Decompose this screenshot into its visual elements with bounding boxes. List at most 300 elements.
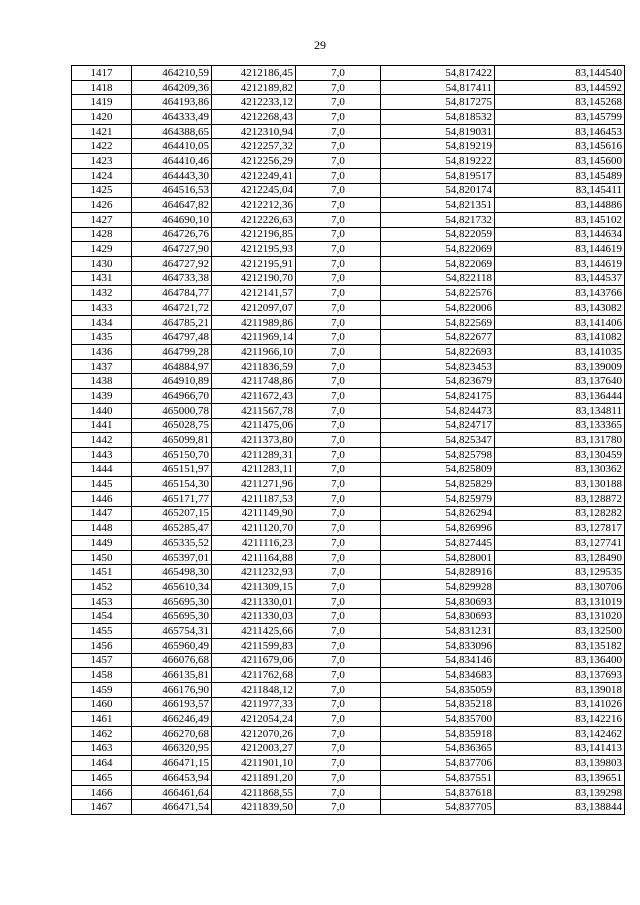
point-number-cell: 1425 — [72, 183, 132, 198]
x-coordinate-cell: 466471,15 — [132, 756, 212, 771]
table-row — [72, 286, 625, 301]
x-coordinate-cell: 464410,05 — [132, 139, 212, 154]
point-number-cell: 1439 — [72, 389, 132, 404]
accuracy-cell: 7,0 — [296, 359, 381, 374]
table-row — [72, 403, 625, 418]
longitude-cell: 83,146453 — [495, 124, 625, 139]
longitude-cell: 83,139018 — [495, 682, 625, 697]
accuracy-cell: 7,0 — [296, 124, 381, 139]
accuracy-cell: 7,0 — [296, 785, 381, 800]
longitude-cell: 83,130459 — [495, 447, 625, 462]
point-number-cell: 1437 — [72, 359, 132, 374]
latitude-cell: 54,835059 — [381, 682, 495, 697]
table-row — [72, 682, 625, 697]
x-coordinate-cell: 465207,15 — [132, 506, 212, 521]
y-coordinate-cell: 4212245,04 — [212, 183, 296, 198]
table-row — [72, 124, 625, 139]
x-coordinate-cell: 464443,30 — [132, 168, 212, 183]
page-number: 29 — [314, 38, 326, 52]
longitude-cell: 83,128490 — [495, 550, 625, 565]
point-number-cell: 1431 — [72, 271, 132, 286]
x-coordinate-cell: 465150,70 — [132, 447, 212, 462]
latitude-cell: 54,817411 — [381, 80, 495, 95]
x-coordinate-cell: 465171,77 — [132, 491, 212, 506]
accuracy-cell: 7,0 — [296, 271, 381, 286]
point-number-cell: 1426 — [72, 198, 132, 213]
table-row — [72, 624, 625, 639]
accuracy-cell: 7,0 — [296, 301, 381, 316]
longitude-cell: 83,131780 — [495, 433, 625, 448]
x-coordinate-cell: 465285,47 — [132, 521, 212, 536]
point-number-cell: 1434 — [72, 315, 132, 330]
coordinates-table-body — [72, 66, 625, 815]
table-row — [72, 80, 625, 95]
x-coordinate-cell: 464210,59 — [132, 66, 212, 81]
x-coordinate-cell: 466135,81 — [132, 668, 212, 683]
accuracy-cell: 7,0 — [296, 741, 381, 756]
latitude-cell: 54,822059 — [381, 227, 495, 242]
latitude-cell: 54,825829 — [381, 477, 495, 492]
accuracy-cell: 7,0 — [296, 506, 381, 521]
longitude-cell: 83,131020 — [495, 609, 625, 624]
table-row — [72, 609, 625, 624]
y-coordinate-cell: 4211164,88 — [212, 550, 296, 565]
latitude-cell: 54,834146 — [381, 653, 495, 668]
longitude-cell: 83,144537 — [495, 271, 625, 286]
point-number-cell: 1451 — [72, 565, 132, 580]
latitude-cell: 54,826996 — [381, 521, 495, 536]
coordinates-table — [71, 65, 625, 815]
accuracy-cell: 7,0 — [296, 389, 381, 404]
y-coordinate-cell: 4211966,10 — [212, 345, 296, 360]
point-number-cell: 1445 — [72, 477, 132, 492]
point-number-cell: 1467 — [72, 800, 132, 815]
y-coordinate-cell: 4211748,86 — [212, 374, 296, 389]
longitude-cell: 83,139803 — [495, 756, 625, 771]
y-coordinate-cell: 4212249,41 — [212, 168, 296, 183]
accuracy-cell: 7,0 — [296, 242, 381, 257]
table-row — [72, 536, 625, 551]
x-coordinate-cell: 464784,77 — [132, 286, 212, 301]
point-number-cell: 1417 — [72, 66, 132, 81]
y-coordinate-cell: 4211901,10 — [212, 756, 296, 771]
accuracy-cell: 7,0 — [296, 536, 381, 551]
accuracy-cell: 7,0 — [296, 227, 381, 242]
table-row — [72, 785, 625, 800]
accuracy-cell: 7,0 — [296, 345, 381, 360]
latitude-cell: 54,824175 — [381, 389, 495, 404]
longitude-cell: 83,127741 — [495, 536, 625, 551]
point-number-cell: 1430 — [72, 256, 132, 271]
accuracy-cell: 7,0 — [296, 565, 381, 580]
latitude-cell: 54,822569 — [381, 315, 495, 330]
point-number-cell: 1462 — [72, 726, 132, 741]
x-coordinate-cell: 464733,38 — [132, 271, 212, 286]
latitude-cell: 54,823453 — [381, 359, 495, 374]
point-number-cell: 1429 — [72, 242, 132, 257]
x-coordinate-cell: 465960,49 — [132, 638, 212, 653]
latitude-cell: 54,837706 — [381, 756, 495, 771]
table-row — [72, 741, 625, 756]
y-coordinate-cell: 4211187,53 — [212, 491, 296, 506]
latitude-cell: 54,819222 — [381, 154, 495, 169]
point-number-cell: 1442 — [72, 433, 132, 448]
point-number-cell: 1461 — [72, 712, 132, 727]
point-number-cell: 1458 — [72, 668, 132, 683]
x-coordinate-cell: 465335,52 — [132, 536, 212, 551]
table-row — [72, 301, 625, 316]
latitude-cell: 54,822069 — [381, 256, 495, 271]
longitude-cell: 83,143082 — [495, 301, 625, 316]
table-row — [72, 668, 625, 683]
y-coordinate-cell: 4211868,55 — [212, 785, 296, 800]
latitude-cell: 54,835218 — [381, 697, 495, 712]
y-coordinate-cell: 4212256,29 — [212, 154, 296, 169]
y-coordinate-cell: 4212195,93 — [212, 242, 296, 257]
accuracy-cell: 7,0 — [296, 756, 381, 771]
table-row — [72, 477, 625, 492]
table-row — [72, 712, 625, 727]
latitude-cell: 54,828916 — [381, 565, 495, 580]
accuracy-cell: 7,0 — [296, 330, 381, 345]
table-row — [72, 110, 625, 125]
table-row — [72, 168, 625, 183]
x-coordinate-cell: 465154,30 — [132, 477, 212, 492]
point-number-cell: 1446 — [72, 491, 132, 506]
accuracy-cell: 7,0 — [296, 668, 381, 683]
table-row — [72, 521, 625, 536]
longitude-cell: 83,145102 — [495, 212, 625, 227]
longitude-cell: 83,136400 — [495, 653, 625, 668]
accuracy-cell: 7,0 — [296, 624, 381, 639]
point-number-cell: 1433 — [72, 301, 132, 316]
point-number-cell: 1443 — [72, 447, 132, 462]
table-row — [72, 389, 625, 404]
point-number-cell: 1464 — [72, 756, 132, 771]
x-coordinate-cell: 466461,64 — [132, 785, 212, 800]
table-row — [72, 183, 625, 198]
accuracy-cell: 7,0 — [296, 95, 381, 110]
point-number-cell: 1436 — [72, 345, 132, 360]
latitude-cell: 54,823679 — [381, 374, 495, 389]
y-coordinate-cell: 4211989,86 — [212, 315, 296, 330]
longitude-cell: 83,135182 — [495, 638, 625, 653]
latitude-cell: 54,835700 — [381, 712, 495, 727]
y-coordinate-cell: 4212268,43 — [212, 110, 296, 125]
latitude-cell: 54,821351 — [381, 198, 495, 213]
accuracy-cell: 7,0 — [296, 609, 381, 624]
x-coordinate-cell: 466076,68 — [132, 653, 212, 668]
latitude-cell: 54,837705 — [381, 800, 495, 815]
table-row — [72, 800, 625, 815]
table-row — [72, 550, 625, 565]
point-number-cell: 1418 — [72, 80, 132, 95]
table-row — [72, 242, 625, 257]
x-coordinate-cell: 465498,30 — [132, 565, 212, 580]
table-row — [72, 462, 625, 477]
table-row — [72, 565, 625, 580]
point-number-cell: 1422 — [72, 139, 132, 154]
x-coordinate-cell: 464410,46 — [132, 154, 212, 169]
x-coordinate-cell: 465151,97 — [132, 462, 212, 477]
accuracy-cell: 7,0 — [296, 286, 381, 301]
table-row — [72, 271, 625, 286]
y-coordinate-cell: 4211149,90 — [212, 506, 296, 521]
x-coordinate-cell: 465610,34 — [132, 580, 212, 595]
longitude-cell: 83,137640 — [495, 374, 625, 389]
longitude-cell: 83,139298 — [495, 785, 625, 800]
latitude-cell: 54,822118 — [381, 271, 495, 286]
accuracy-cell: 7,0 — [296, 594, 381, 609]
latitude-cell: 54,826294 — [381, 506, 495, 521]
y-coordinate-cell: 4212196,85 — [212, 227, 296, 242]
table-row — [72, 66, 625, 81]
longitude-cell: 83,143766 — [495, 286, 625, 301]
point-number-cell: 1423 — [72, 154, 132, 169]
point-number-cell: 1453 — [72, 594, 132, 609]
accuracy-cell: 7,0 — [296, 800, 381, 815]
accuracy-cell: 7,0 — [296, 418, 381, 433]
x-coordinate-cell: 464797,48 — [132, 330, 212, 345]
latitude-cell: 54,817275 — [381, 95, 495, 110]
y-coordinate-cell: 4212195,91 — [212, 256, 296, 271]
point-number-cell: 1424 — [72, 168, 132, 183]
accuracy-cell: 7,0 — [296, 139, 381, 154]
latitude-cell: 54,827445 — [381, 536, 495, 551]
table-row — [72, 726, 625, 741]
x-coordinate-cell: 464727,90 — [132, 242, 212, 257]
table-row — [72, 330, 625, 345]
x-coordinate-cell: 466320,95 — [132, 741, 212, 756]
point-number-cell: 1456 — [72, 638, 132, 653]
longitude-cell: 83,144619 — [495, 242, 625, 257]
longitude-cell: 83,134811 — [495, 403, 625, 418]
point-number-cell: 1463 — [72, 741, 132, 756]
y-coordinate-cell: 4212141,57 — [212, 286, 296, 301]
y-coordinate-cell: 4211283,11 — [212, 462, 296, 477]
accuracy-cell: 7,0 — [296, 154, 381, 169]
y-coordinate-cell: 4211475,06 — [212, 418, 296, 433]
accuracy-cell: 7,0 — [296, 168, 381, 183]
table-row — [72, 345, 625, 360]
longitude-cell: 83,141406 — [495, 315, 625, 330]
latitude-cell: 54,819219 — [381, 139, 495, 154]
x-coordinate-cell: 465028,75 — [132, 418, 212, 433]
accuracy-cell: 7,0 — [296, 726, 381, 741]
longitude-cell: 83,130188 — [495, 477, 625, 492]
longitude-cell: 83,144634 — [495, 227, 625, 242]
y-coordinate-cell: 4211891,20 — [212, 771, 296, 786]
latitude-cell: 54,825979 — [381, 491, 495, 506]
table-row — [72, 374, 625, 389]
latitude-cell: 54,830693 — [381, 609, 495, 624]
y-coordinate-cell: 4211567,78 — [212, 403, 296, 418]
latitude-cell: 54,837618 — [381, 785, 495, 800]
table-row — [72, 154, 625, 169]
longitude-cell: 83,145799 — [495, 110, 625, 125]
table-row — [72, 315, 625, 330]
point-number-cell: 1428 — [72, 227, 132, 242]
point-number-cell: 1438 — [72, 374, 132, 389]
y-coordinate-cell: 4212070,26 — [212, 726, 296, 741]
y-coordinate-cell: 4212233,12 — [212, 95, 296, 110]
x-coordinate-cell: 464726,76 — [132, 227, 212, 242]
point-number-cell: 1435 — [72, 330, 132, 345]
table-row — [72, 638, 625, 653]
latitude-cell: 54,830693 — [381, 594, 495, 609]
longitude-cell: 83,144619 — [495, 256, 625, 271]
accuracy-cell: 7,0 — [296, 447, 381, 462]
latitude-cell: 54,825798 — [381, 447, 495, 462]
latitude-cell: 54,824473 — [381, 403, 495, 418]
x-coordinate-cell: 464209,36 — [132, 80, 212, 95]
table-row — [72, 256, 625, 271]
x-coordinate-cell: 464193,86 — [132, 95, 212, 110]
accuracy-cell: 7,0 — [296, 697, 381, 712]
accuracy-cell: 7,0 — [296, 403, 381, 418]
y-coordinate-cell: 4211330,03 — [212, 609, 296, 624]
accuracy-cell: 7,0 — [296, 521, 381, 536]
accuracy-cell: 7,0 — [296, 433, 381, 448]
table-row — [72, 756, 625, 771]
y-coordinate-cell: 4211762,68 — [212, 668, 296, 683]
latitude-cell: 54,831231 — [381, 624, 495, 639]
x-coordinate-cell: 465397,01 — [132, 550, 212, 565]
x-coordinate-cell: 466270,68 — [132, 726, 212, 741]
y-coordinate-cell: 4212186,45 — [212, 66, 296, 81]
latitude-cell: 54,819031 — [381, 124, 495, 139]
longitude-cell: 83,129535 — [495, 565, 625, 580]
longitude-cell: 83,138844 — [495, 800, 625, 815]
x-coordinate-cell: 464884,97 — [132, 359, 212, 374]
accuracy-cell: 7,0 — [296, 183, 381, 198]
x-coordinate-cell: 464966,70 — [132, 389, 212, 404]
latitude-cell: 54,824717 — [381, 418, 495, 433]
point-number-cell: 1440 — [72, 403, 132, 418]
accuracy-cell: 7,0 — [296, 110, 381, 125]
latitude-cell: 54,822006 — [381, 301, 495, 316]
y-coordinate-cell: 4211271,96 — [212, 477, 296, 492]
accuracy-cell: 7,0 — [296, 771, 381, 786]
accuracy-cell: 7,0 — [296, 638, 381, 653]
latitude-cell: 54,822069 — [381, 242, 495, 257]
y-coordinate-cell: 4211679,06 — [212, 653, 296, 668]
longitude-cell: 83,144592 — [495, 80, 625, 95]
x-coordinate-cell: 466246,49 — [132, 712, 212, 727]
longitude-cell: 83,136444 — [495, 389, 625, 404]
accuracy-cell: 7,0 — [296, 374, 381, 389]
table-row — [72, 433, 625, 448]
x-coordinate-cell: 464910,89 — [132, 374, 212, 389]
x-coordinate-cell: 464333,49 — [132, 110, 212, 125]
y-coordinate-cell: 4212189,82 — [212, 80, 296, 95]
x-coordinate-cell: 464721,72 — [132, 301, 212, 316]
accuracy-cell: 7,0 — [296, 653, 381, 668]
accuracy-cell: 7,0 — [296, 712, 381, 727]
point-number-cell: 1432 — [72, 286, 132, 301]
y-coordinate-cell: 4211309,15 — [212, 580, 296, 595]
point-number-cell: 1457 — [72, 653, 132, 668]
latitude-cell: 54,820174 — [381, 183, 495, 198]
longitude-cell: 83,131019 — [495, 594, 625, 609]
latitude-cell: 54,833096 — [381, 638, 495, 653]
x-coordinate-cell: 465099,81 — [132, 433, 212, 448]
longitude-cell: 83,142462 — [495, 726, 625, 741]
accuracy-cell: 7,0 — [296, 198, 381, 213]
table-row — [72, 506, 625, 521]
latitude-cell: 54,836365 — [381, 741, 495, 756]
table-row — [72, 139, 625, 154]
latitude-cell: 54,822576 — [381, 286, 495, 301]
accuracy-cell: 7,0 — [296, 66, 381, 81]
longitude-cell: 83,137693 — [495, 668, 625, 683]
latitude-cell: 54,829928 — [381, 580, 495, 595]
y-coordinate-cell: 4212226,63 — [212, 212, 296, 227]
point-number-cell: 1450 — [72, 550, 132, 565]
longitude-cell: 83,141082 — [495, 330, 625, 345]
x-coordinate-cell: 464516,53 — [132, 183, 212, 198]
point-number-cell: 1460 — [72, 697, 132, 712]
longitude-cell: 83,127817 — [495, 521, 625, 536]
latitude-cell: 54,819517 — [381, 168, 495, 183]
point-number-cell: 1459 — [72, 682, 132, 697]
x-coordinate-cell: 464690,10 — [132, 212, 212, 227]
point-number-cell: 1455 — [72, 624, 132, 639]
accuracy-cell: 7,0 — [296, 580, 381, 595]
x-coordinate-cell: 464799,28 — [132, 345, 212, 360]
x-coordinate-cell: 466176,90 — [132, 682, 212, 697]
accuracy-cell: 7,0 — [296, 682, 381, 697]
table-row — [72, 491, 625, 506]
longitude-cell: 83,133365 — [495, 418, 625, 433]
longitude-cell: 83,139009 — [495, 359, 625, 374]
y-coordinate-cell: 4211120,70 — [212, 521, 296, 536]
latitude-cell: 54,828001 — [381, 550, 495, 565]
latitude-cell: 54,817422 — [381, 66, 495, 81]
y-coordinate-cell: 4211289,31 — [212, 447, 296, 462]
x-coordinate-cell: 466453,94 — [132, 771, 212, 786]
y-coordinate-cell: 4212257,32 — [212, 139, 296, 154]
table-row — [72, 359, 625, 374]
accuracy-cell: 7,0 — [296, 477, 381, 492]
x-coordinate-cell: 464647,82 — [132, 198, 212, 213]
longitude-cell: 83,145411 — [495, 183, 625, 198]
accuracy-cell: 7,0 — [296, 315, 381, 330]
point-number-cell: 1466 — [72, 785, 132, 800]
longitude-cell: 83,145268 — [495, 95, 625, 110]
point-number-cell: 1421 — [72, 124, 132, 139]
latitude-cell: 54,834683 — [381, 668, 495, 683]
point-number-cell: 1449 — [72, 536, 132, 551]
point-number-cell: 1427 — [72, 212, 132, 227]
longitude-cell: 83,141413 — [495, 741, 625, 756]
y-coordinate-cell: 4211373,80 — [212, 433, 296, 448]
latitude-cell: 54,835918 — [381, 726, 495, 741]
y-coordinate-cell: 4211839,50 — [212, 800, 296, 815]
accuracy-cell: 7,0 — [296, 212, 381, 227]
table-row — [72, 198, 625, 213]
y-coordinate-cell: 4211232,93 — [212, 565, 296, 580]
y-coordinate-cell: 4212097,07 — [212, 301, 296, 316]
longitude-cell: 83,145600 — [495, 154, 625, 169]
table-row — [72, 95, 625, 110]
latitude-cell: 54,837551 — [381, 771, 495, 786]
accuracy-cell: 7,0 — [296, 256, 381, 271]
point-number-cell: 1419 — [72, 95, 132, 110]
table-row — [72, 594, 625, 609]
table-row — [72, 580, 625, 595]
y-coordinate-cell: 4211848,12 — [212, 682, 296, 697]
